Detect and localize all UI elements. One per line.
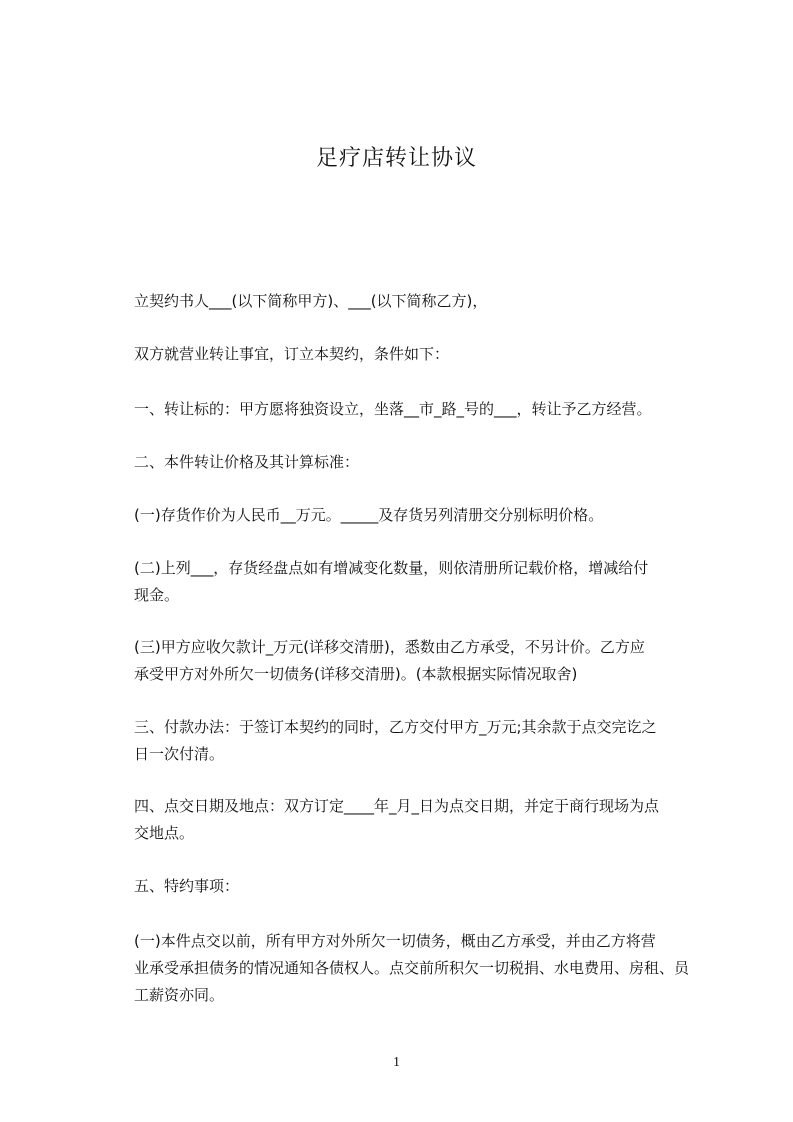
paragraph-line: (二)上列___，存货经盘点如有增减变化数量，则依清册所记载价格，增减给付: [134, 559, 649, 577]
paragraph-line: 三、付款办法：于签订本契约的同时，乙方交付甲方_万元;其余款于点交完讫之: [134, 718, 657, 736]
paragraph-line: 一、转让标的：甲方愿将独资设立，坐落__市_路_号的___，转让予乙方经营。: [134, 400, 652, 418]
clause-4-handover: [134, 793, 708, 847]
paragraph-parties: [134, 288, 708, 315]
paragraph-line: 二、本件转让价格及其计算标准：: [134, 453, 360, 471]
paragraph-line: 日一次付清。: [134, 745, 225, 763]
clause-1-subject: [134, 396, 708, 423]
paragraph-line: (一)存货作价为人民币__万元。_____及存货另列清册交分别标明价格。: [134, 506, 604, 524]
paragraph-line: 双方就营业转让事宜，订立本契约，条件如下：: [134, 345, 450, 363]
clause-5-special-heading: [134, 873, 708, 900]
clause-2-item-1: [134, 502, 708, 529]
paragraph-intro: [134, 341, 708, 368]
page-number: 1: [393, 1055, 400, 1070]
paragraph-line: 五、特约事项：: [134, 877, 240, 895]
paragraph-line: 承受甲方对外所欠一切债务(详移交清册)。(本款根据实际情况取舍): [134, 665, 578, 683]
document-title: 足疗店转让协议: [315, 146, 477, 171]
paragraph-line: 现金。: [134, 586, 180, 604]
clause-3-payment: [134, 714, 708, 768]
clause-2-item-3: [134, 634, 708, 688]
clause-2-item-2: [134, 555, 708, 609]
paragraph-line: 工薪资亦同。: [134, 986, 225, 1004]
paragraph-line: 业承受承担债务的情况通知各债权人。点交前所积欠一切税捐、水电费用、房租、员: [134, 959, 690, 977]
paragraph-line: 四、点交日期及地点：双方订定____年_月_日为点交日期，并定于商行现场为点: [134, 797, 660, 815]
clause-2-price-heading: [134, 449, 708, 476]
paragraph-line: 立契约书人___(以下简称甲方)、___(以下简称乙方)，: [134, 292, 488, 310]
paragraph-line: (三)甲方应收欠款计_万元(详移交清册)，悉数由乙方承受，不另计价。乙方应: [134, 638, 645, 656]
paragraph-line: 交地点。: [134, 824, 195, 842]
clause-5-item-1: [134, 928, 708, 1009]
paragraph-line: (一)本件点交以前，所有甲方对外所欠一切债务，概由乙方承受，并由乙方将营: [134, 932, 656, 950]
